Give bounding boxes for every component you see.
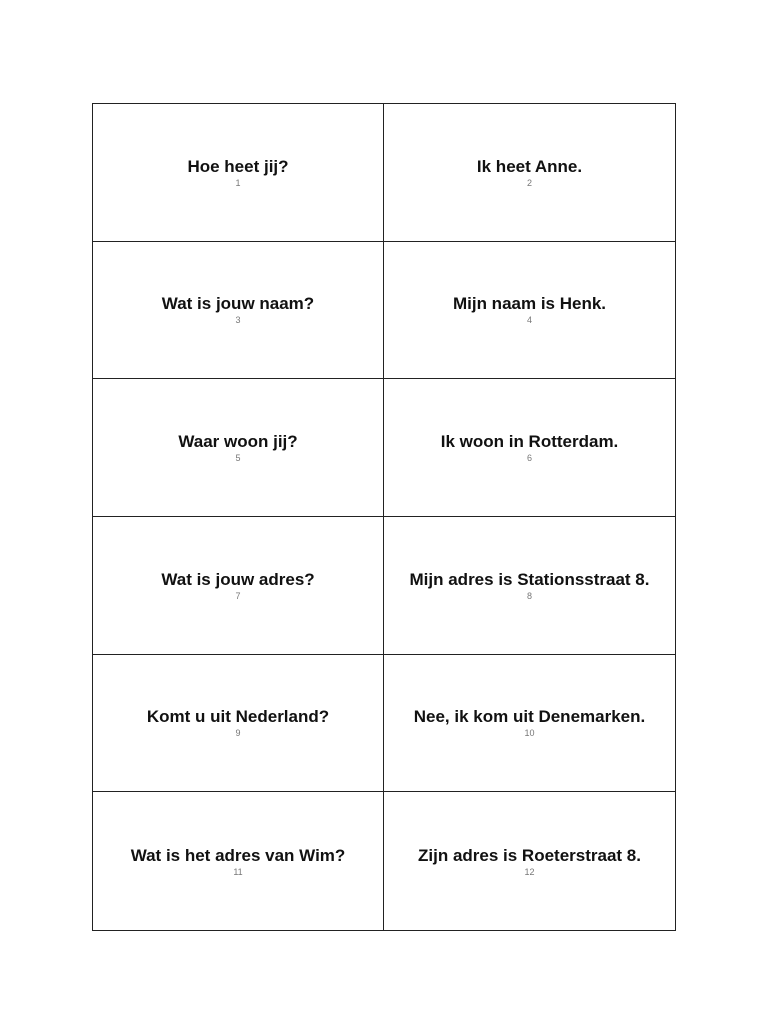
card-text: Waar woon jij? (178, 432, 298, 452)
card-answer-12 (384, 792, 675, 930)
card-text: Wat is jouw adres? (161, 569, 315, 589)
card-number: 10 (524, 728, 535, 739)
card-text: Wat is het adres van Wim? (130, 845, 346, 865)
card-text: Mijn adres is Stationsstraat 8. (409, 569, 650, 589)
card-answer-10 (384, 655, 675, 793)
card-question-3 (93, 242, 384, 380)
card-number: 9 (235, 728, 241, 739)
card-number: 2 (526, 177, 532, 188)
card-answer-2 (384, 104, 675, 242)
card-question-7 (93, 517, 384, 655)
card-text: Komt u uit Nederland? (146, 707, 330, 727)
card-number: 8 (526, 590, 532, 601)
card-text: Ik woon in Rotterdam. (440, 432, 619, 452)
card-number: 1 (235, 177, 241, 188)
card-answer-6 (384, 379, 675, 517)
card-question-11 (93, 792, 384, 930)
card-text: Nee, ik kom uit Denemarken. (413, 707, 646, 727)
card-number: 6 (526, 453, 532, 464)
card-text: Ik heet Anne. (476, 156, 583, 176)
flashcard-table (92, 103, 676, 931)
card-text: Hoe heet jij? (187, 156, 289, 176)
card-text: Mijn naam is Henk. (452, 294, 607, 314)
card-answer-8 (384, 517, 675, 655)
card-number: 7 (235, 590, 241, 601)
card-text: Zijn adres is Roeterstraat 8. (418, 845, 641, 865)
card-question-1 (93, 104, 384, 242)
card-answer-4 (384, 242, 675, 380)
card-text: Wat is jouw naam? (161, 294, 315, 314)
card-number: 4 (526, 315, 532, 326)
card-number: 3 (235, 315, 241, 326)
card-number: 12 (524, 866, 535, 877)
card-number: 11 (233, 866, 243, 877)
card-question-5 (93, 379, 384, 517)
card-number: 5 (235, 453, 241, 464)
card-question-9 (93, 655, 384, 793)
